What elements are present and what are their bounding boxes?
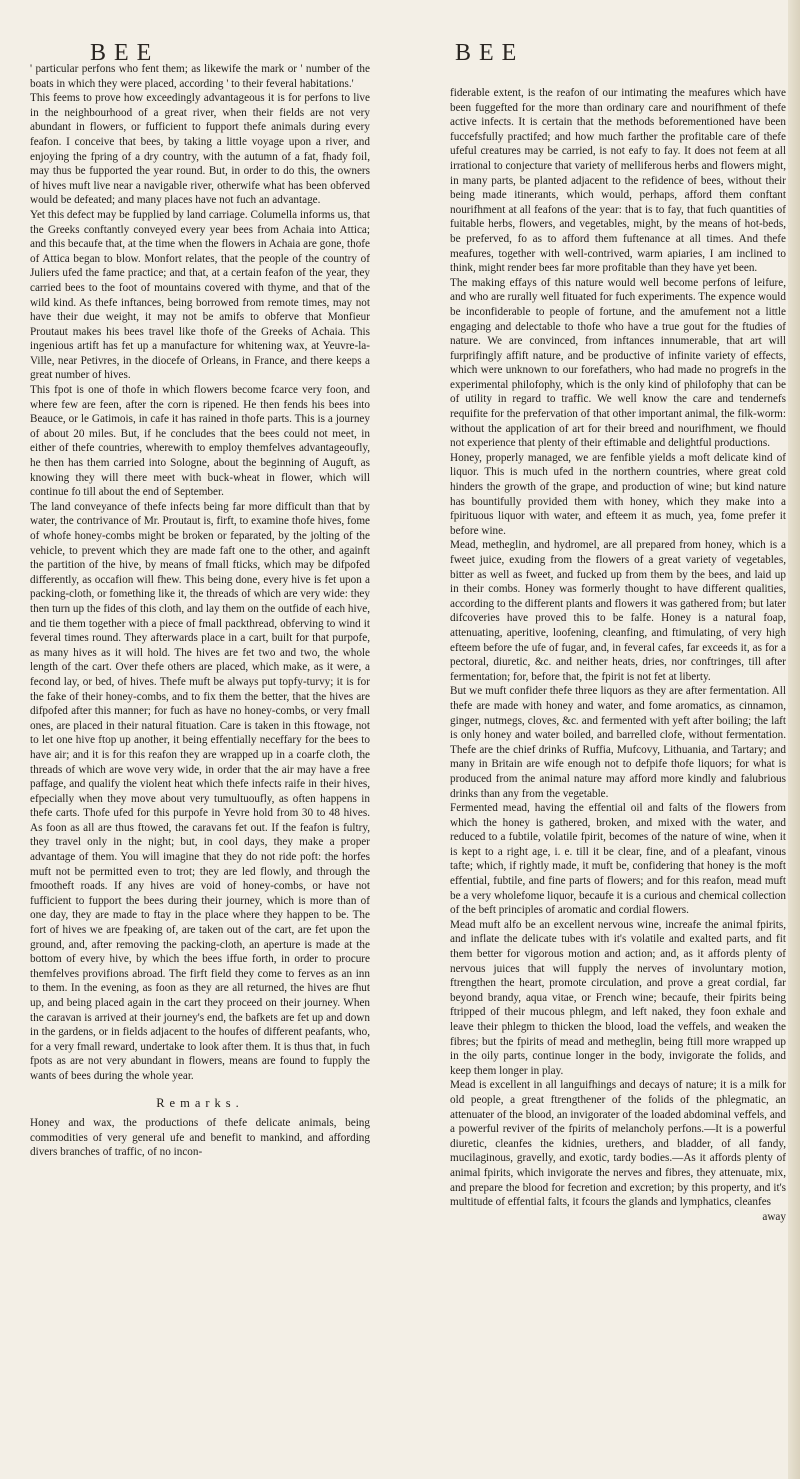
paragraph: Mead, metheglin, and hydromel, are all prepared from honey, which is a fweet juice, exuding from the flowers of a great variety of vegetables, bitter as well as fweet, and fucked up from them by the bees, and laid up in their combs. Honey was formerly thought to have different qualities, according to the different plants and flowers it was gathered from; but later difcoveries have proved this to be falfe. Honey is a natural foap, attenuating, aperitive, loofening, cleanfing, and ftimulating, of very high efteem before the ufe of fugar, and, in feveral cafes, far exceeds it, as for a pectoral, diuretic, &c. and neither heats, dries, nor conftringes, till after fermentation; for, before that, the fpirit is not fet at liberty.: [450, 539, 786, 683]
paragraph: But we muft confider thefe three liquors as they are after fermentation. All thefe are made with honey and water, and fome aromatics, as cinnamon, ginger, nutmegs, cloves, &c. and fermented with yeft after boiling; the laft is only honey and water boiled, and barrelled clofe, without fermentation. Thefe are the chief drinks of Ruffia, Mufcovy, Lithuania, and Tartary; and many in Britain are wife enough not to defpife thofe liquors; for what is produced from the animal nature may afford more kindly and falubrious drinks than any from the vegetable.: [450, 685, 786, 800]
paragraph: Honey, properly managed, we are fenfible yields a moft delicate kind of liquor. This is much ufed in the northern countries, where great cold hinders the growth of the grape, and production of wine; but kind nature has bountifully provided them with honey, which they make into a fpirituous liquor with water, and efteem it as much, yea, fome prefer it before wine.: [450, 451, 786, 537]
paragraph: Mead is excellent in all languifhings and decays of nature; it is a milk for old people, a great ftrengthener of the folids of the phlegmatic, an attenuater of the blood, an invigorater of the loaded abdominal veffels, and a powerful reviver of the fpirits of melancholy perfons.—It is a powerful diuretic, cleanfes the kidnies, urethers, and bladder, of all fandy, mucilaginous, gravelly, and exotic, tardy bodies.—As it affords plenty of animal fpirits, which invigorate the nerves and fibres, they attenuate, mix, and prepare the blood for fecretion and excretion; by this property, and it's multitude of effential falts, it fcours the glands and lymphatics, cleanfes: [450, 1079, 786, 1209]
right-column: [450, 86, 786, 1224]
paragraph: Honey and wax, the productions of thefe delicate animals, being commodities of very general ufe and benefit to mankind, and affording divers branches of traffic, of no incon-: [30, 1117, 370, 1159]
paragraph: ' particular perfons who fent them; as likewife the mark or ' number of the boats in which they were placed, according ' to their feveral habitations.': [30, 63, 370, 90]
paragraph: fiderable extent, is the reafon of our intimating the meafures which have been fuggefted for the more than ordinary care and nourifhment of thefe active infects. It is certain that the methods beforementioned have been fuccefsfully practifed; and how much farther the profitable care of thefe ufeful creatures may be carried, is not eafy to fay. It does not feem at all irrational to conjecture that variety of melliferous herbs and flowers might, in many parts, be planted adjacent to the refidence of bees, without their being made itinerants, which would, perhaps, afford them conftant nourifhment at all feafons of the year: that is to fay, that fuch quantities of fuitable herbs, flowers, and vegetables, might, by the means of hot-beds, be preferved, fo as to afford them fuftenance at all times. And thefe meafures, together with well-contrived, warm apiaries, I am inclined to think, might render bees far more profitable than they have yet been.: [450, 87, 786, 275]
paragraph: Mead muft alfo be an excellent nervous wine, increafe the animal fpirits, and inflate the delicate tubes with it's volatile and exalted parts, and fit them better for vigorous motion and action; and, as it affords plenty of nervous juices that will fupply the nerves of involuntary motion, ftrengthen the heart, promote circulation, and prove a great cordial, far beyond brandy, aqua vitae, or French wine; becaufe, their fpirits being ftripped of their mucous phlegm, and left naked, they foon exhale and leave their phlegm to thicken the blood, load the veffels, and weaken the fibres; but the fpirits of mead and metheglin, being ftill more wrapped up in the oily parts, continue longer in the body, invigorate the folids, and keep them longer in play.: [450, 918, 786, 1077]
left-column: [30, 62, 370, 1160]
paragraph: This fpot is one of thofe in which flowers become fcarce very foon, and where few are feen, after the corn is ripened. He then fends his bees into Beauce, or le Gatimois, in cafe it has rained in thofe parts. This is a journey of about 20 miles. But, if he concludes that the bees could not meet, in either of thefe countries, wherewith to employ themfelves advantageoufly, he then has them carried into Sologne, about the beginning of Auguft, as knowing they will there meet with buck-wheat in flower, which will continue fo till about the end of September.: [30, 384, 370, 499]
paragraph: Yet this defect may be fupplied by land carriage. Columella informs us, that the Greeks conftantly conveyed every year bees from Achaia into Attica; and this becaufe that, at the time when the flowers in Achaia are gone, thofe of Attica began to blow. Monfort relates, that the people of the country of Juliers ufed the fame practice; and that, at a certain feafon of the year, they carried bees to the foot of mountains covered with thyme, and that of the wild kind. As thefe inftances, being borrowed from remote times, may not have their due weight, it may not be amifs to obferve that Monfieur Proutaut makes his bees travel like thofe of the Greeks of Achaia. This ingenious artift has fet up a manufacture for whitening wax, at Yeuvre-la-Ville, near Petivres, in the diocefe of Orleans, in France, and there keeps a great number of hives.: [30, 208, 370, 382]
running-header-right: BEE: [455, 40, 525, 66]
paragraph: The land conveyance of thefe infects being far more difficult than that by water, the contrivance of Mr. Proutaut is, firft, to examine thofe hives, fome of whofe honey-combs might be broken or feparated, by the jolting of the vehicle, to prevent which they are made faft one to the other, and againft the partition of the hive, by means of fmall fticks, which may be difpofed differently, as occafion will fhew. This being done, every hive is fet upon a packing-cloth, or fomething like it, the threads of which are very wide: they then turn up the fides of this cloth, and lay them on the outfide of each hive, and tie them together with a piece of fmall packthread, obferving to wind it feveral times round. They afterwards place in a cart, built for that purpofe, as many hives as it will hold. The hives are fet two and two, the whole length of the cart. Over thefe others are placed, which make, as it were, a fecond lay, or bed, of hives. Thefe muft be always put topfy-turvy; it is for the fake of their honey-combs, and to fix them the better, that the hives are difpofed after this manner; for fuch as have no honey-combs, or very fmall ones, are placed in their natural fituation. Care is taken in this ftowage, not to let one hive ftop up another, it being effentially neceffary for the bees to have air; and it is for this reafon they are wrapped up in a coarfe cloth, the threads of which are wove very wide, in order that the air may have a free paffage, and qualify the violent heat which thefe infects raife in their hives, efpecially when they move about very tumultuoufly, as often happens in thefe carts. Thofe ufed for this purpofe in Yevre hold from 30 to 48 hives. As foon as all are thus ftowed, the caravans fet out. If the feafon is fultry, they travel only in the night; but, in cool days, they make a proper advantage of them. You will imagine that they do not ride poft: the horfes muft not be permitted even to trot; they are led flowly, and through the fmootheft roads. If any hives are void of honey-combs, or have not fufficient to fupport the bees during their journey, which is more than of one day, they are made to ftay in the place where they happen to be. The fort of hives we are fpeaking of, are taken out of the cart, are fet upon the ground, and, after removing the packing-cloth, an aperture is made at the bottom of every hive, by which the bees iffue forth, in order to procure themfelves provifions abroad. The firft field they come to ferves as an inn to them. In the evening, as foon as they are all returned, the hives are fhut up, and being placed again in the cart they proceed on their journey. When the caravan is arrived at their journey's end, the bafkets are fet up and down in the gardens, or in fields adjacent to the houfes of different peafants, who, for a very fmall reward, undertake to look after them. It is thus that, in fuch fpots as are not very abundant in flowers, means are found to fupply the wants of bees during the whole year.: [30, 500, 370, 1082]
catchword: away: [762, 1210, 786, 1223]
running-header-left: BEE: [90, 40, 160, 66]
paragraph: The making effays of this nature would well become perfons of leifure, and who are rurally well fituated for fuch experiments. The expence would be inconfiderable to people of fortune, and the amufement not a little engaging and delectable to thofe who have a true gout for the ftudies of nature. We are convinced, from inftances innumerable, that art will furprifingly affift nature, and be productive of infinite variety of effects, which were unknown to our forefathers, who had made no progrefs in the experimental philofophy, which is the only kind of philofophy that can be of utility in regard to traffic. We well know the care and tendernefs requifite for the prefervation of that other important animal, the filk-worm: without the application of art for their breed and nourifhment, we fhould not experience that plenty of their eftimable and delightful productions.: [450, 276, 786, 450]
paragraph: This feems to prove how exceedingly advantageous it is for perfons to live in the neighbourhood of a great river, when their fields are not very abundant in flowers, or fufficient to fupport thefe animals during every feafon. I conceive that bees, by taking a little voyage upon a river, and enjoying the fpring of a dry country, with the autumn of a fat, fhady foil, may thus be fupported the year round. But, in order to do this, the owners of hives muft live near a navigable river, otherwife what has been obferved would be defeated; and many places have not fuch an advantage.: [30, 92, 370, 207]
paragraph: Fermented mead, having the effential oil and falts of the flowers from which the honey is gathered, broken, and mixed with the water, and reduced to a fubtile, volatile fpirit, becomes of the nature of wine, when it is kept to a right age, i. e. till it be clear, fine, and of a pleafant, vinous tafte; which, if rightly made, it muft be, confidering that honey is the moft effential, fubtile, and fine parts of flowers; and for this reafon, mead muft be a very wholefome liquor, becaufe it is a curious and chemical collection of the beft principles of aromatic and cordial flowers.: [450, 802, 786, 917]
page-edge: [788, 0, 800, 1479]
remarks-heading: Remarks.: [156, 1095, 244, 1110]
